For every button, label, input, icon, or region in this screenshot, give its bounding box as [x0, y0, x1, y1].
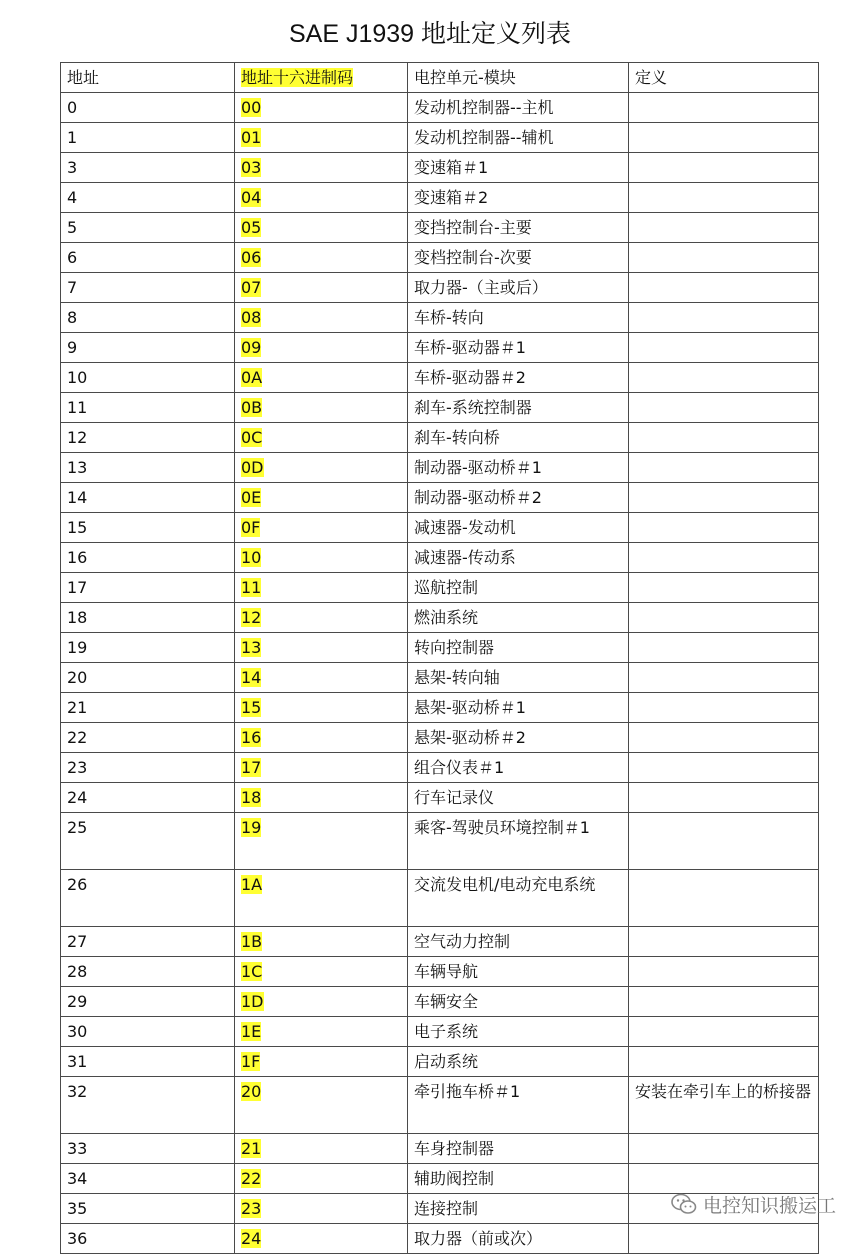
module-cell	[408, 927, 629, 957]
address-cell-text: 7	[67, 278, 78, 297]
address-cell	[61, 333, 235, 363]
hex-code-cell	[235, 723, 408, 753]
address-cell-text: 17	[67, 578, 88, 597]
hex-code-cell	[235, 483, 408, 513]
module-cell	[408, 663, 629, 693]
table-row	[61, 483, 819, 513]
hex-code-cell-text: 10	[241, 548, 262, 567]
definition-cell	[629, 123, 819, 153]
hex-code-cell-text: 1F	[241, 1052, 261, 1071]
module-cell	[408, 273, 629, 303]
module-cell	[408, 1224, 629, 1254]
hex-code-cell	[235, 573, 408, 603]
module-cell	[408, 1017, 629, 1047]
module-cell	[408, 513, 629, 543]
hex-code-cell-text: 04	[241, 188, 262, 207]
hex-code-cell	[235, 453, 408, 483]
module-cell	[408, 483, 629, 513]
table-row	[61, 363, 819, 393]
table-row	[61, 870, 819, 927]
address-cell-text: 8	[67, 308, 78, 327]
module-cell	[408, 123, 629, 153]
hex-code-cell-text: 0D	[241, 458, 264, 477]
hex-code-cell	[235, 1224, 408, 1254]
header-module: 电控单元-模块	[408, 63, 629, 93]
module-cell	[408, 693, 629, 723]
header-hex-code-label: 地址十六进制码	[241, 68, 354, 87]
hex-code-cell	[235, 123, 408, 153]
definition-cell	[629, 783, 819, 813]
hex-code-cell-text: 0F	[241, 518, 261, 537]
module-cell	[408, 957, 629, 987]
definition-cell	[629, 813, 819, 870]
module-cell	[408, 213, 629, 243]
address-cell	[61, 603, 235, 633]
document-title: SAE J1939 地址定义列表	[288, 20, 572, 48]
hex-code-cell-text: 14	[241, 668, 262, 687]
hex-code-cell-text: 0E	[241, 488, 262, 507]
module-cell-text: 刹车-系统控制器	[414, 398, 532, 417]
module-cell-text: 变速箱＃1	[414, 158, 489, 177]
module-cell-text: 组合仪表＃1	[414, 758, 505, 777]
hex-code-cell	[235, 513, 408, 543]
hex-code-cell-text: 1A	[241, 875, 263, 894]
table-row	[61, 633, 819, 663]
address-cell	[61, 423, 235, 453]
module-cell-text: 变档控制台-次要	[414, 248, 532, 267]
module-cell-text: 取力器-（主或后）	[414, 278, 548, 297]
hex-code-cell-text: 22	[241, 1169, 262, 1188]
module-cell	[408, 813, 629, 870]
address-cell-text: 14	[67, 488, 88, 507]
module-cell	[408, 723, 629, 753]
hex-code-cell-text: 1D	[241, 992, 264, 1011]
definition-cell	[629, 870, 819, 927]
header-address: 地址	[61, 63, 235, 93]
hex-code-cell	[235, 213, 408, 243]
address-cell	[61, 957, 235, 987]
address-cell	[61, 573, 235, 603]
table-row	[61, 1077, 819, 1134]
address-cell-text: 9	[67, 338, 78, 357]
module-cell-text: 刹车-转向桥	[414, 428, 500, 447]
module-cell	[408, 783, 629, 813]
table-row	[61, 423, 819, 453]
module-cell-text: 车辆导航	[414, 962, 479, 981]
definition-cell	[629, 153, 819, 183]
table-row	[61, 927, 819, 957]
table-body	[61, 63, 819, 1254]
hex-code-cell-text: 21	[241, 1139, 262, 1158]
table-row	[61, 273, 819, 303]
module-cell-text: 乘客-驾驶员环境控制＃1	[414, 818, 590, 837]
address-cell-text: 4	[67, 188, 78, 207]
address-cell	[61, 1077, 235, 1134]
module-cell	[408, 93, 629, 123]
address-cell-text: 26	[67, 875, 88, 894]
module-cell	[408, 243, 629, 273]
address-cell-text: 30	[67, 1022, 88, 1041]
hex-code-cell	[235, 957, 408, 987]
module-cell-text: 发动机控制器--辅机	[414, 128, 554, 147]
address-table	[60, 62, 819, 1254]
hex-code-cell-text: 17	[241, 758, 262, 777]
address-cell	[61, 153, 235, 183]
module-cell	[408, 573, 629, 603]
hex-code-cell-text: 03	[241, 158, 262, 177]
table-row	[61, 603, 819, 633]
definition-cell	[629, 693, 819, 723]
hex-code-cell-text: 19	[241, 818, 262, 837]
hex-code-cell	[235, 1194, 408, 1224]
watermark	[671, 1190, 836, 1218]
definition-cell	[629, 513, 819, 543]
definition-cell	[629, 213, 819, 243]
hex-code-cell-text: 18	[241, 788, 262, 807]
hex-code-cell	[235, 693, 408, 723]
definition-cell	[629, 273, 819, 303]
definition-cell	[629, 987, 819, 1017]
hex-code-cell	[235, 243, 408, 273]
table-row	[61, 1134, 819, 1164]
table-row	[61, 663, 819, 693]
address-cell-text: 3	[67, 158, 78, 177]
address-cell	[61, 987, 235, 1017]
address-cell-text: 16	[67, 548, 88, 567]
module-cell-text: 悬架-驱动桥＃2	[414, 728, 526, 747]
address-cell	[61, 813, 235, 870]
hex-code-cell-text: 20	[241, 1082, 262, 1101]
hex-code-cell	[235, 1134, 408, 1164]
hex-code-cell-text: 1B	[241, 932, 263, 951]
module-cell-text: 取力器（前或次）	[414, 1229, 543, 1248]
address-cell	[61, 693, 235, 723]
wechat-icon	[671, 1193, 697, 1215]
definition-cell	[629, 243, 819, 273]
address-cell	[61, 513, 235, 543]
address-cell-text: 25	[67, 818, 88, 837]
module-cell-text: 制动器-驱动桥＃2	[414, 488, 542, 507]
module-cell-text: 车辆安全	[414, 992, 479, 1011]
module-cell	[408, 393, 629, 423]
table-row	[61, 333, 819, 363]
hex-code-cell	[235, 273, 408, 303]
definition-cell	[629, 957, 819, 987]
module-cell-text: 电子系统	[414, 1022, 479, 1041]
table-row	[61, 1164, 819, 1194]
header-definition: 定义	[629, 63, 819, 93]
module-cell-text: 巡航控制	[414, 578, 479, 597]
address-cell	[61, 633, 235, 663]
hex-code-cell	[235, 543, 408, 573]
module-cell-text: 变挡控制台-主要	[414, 218, 532, 237]
hex-code-cell	[235, 1077, 408, 1134]
hex-code-cell	[235, 153, 408, 183]
module-cell-text: 转向控制器	[414, 638, 495, 657]
address-cell-text: 35	[67, 1199, 88, 1218]
hex-code-cell-text: 16	[241, 728, 262, 747]
module-cell-text: 辅助阀控制	[414, 1169, 495, 1188]
address-cell-text: 21	[67, 698, 88, 717]
hex-code-cell	[235, 423, 408, 453]
module-cell-text: 车身控制器	[414, 1139, 495, 1158]
module-cell	[408, 1047, 629, 1077]
module-cell	[408, 870, 629, 927]
table-row	[61, 453, 819, 483]
module-cell-text: 悬架-转向轴	[414, 668, 500, 687]
address-cell	[61, 1194, 235, 1224]
hex-code-cell	[235, 183, 408, 213]
module-cell-text: 变速箱＃2	[414, 188, 489, 207]
address-cell	[61, 183, 235, 213]
hex-code-cell	[235, 1164, 408, 1194]
definition-cell	[629, 663, 819, 693]
header-hex-code	[235, 63, 408, 93]
module-cell	[408, 987, 629, 1017]
hex-code-cell-text: 05	[241, 218, 262, 237]
module-cell	[408, 633, 629, 663]
table-row	[61, 123, 819, 153]
address-cell	[61, 453, 235, 483]
watermark-text: 电控知识搬运工	[702, 1194, 836, 1217]
hex-code-cell-text: 0C	[241, 428, 263, 447]
module-cell-text: 制动器-驱动桥＃1	[414, 458, 542, 477]
hex-code-cell	[235, 927, 408, 957]
definition-cell	[629, 333, 819, 363]
module-cell-text: 悬架-驱动桥＃1	[414, 698, 526, 717]
address-cell	[61, 243, 235, 273]
module-cell-text: 减速器-传动系	[414, 548, 516, 567]
definition-cell	[629, 1224, 819, 1254]
table-row	[61, 543, 819, 573]
module-cell-text: 车桥-驱动器＃2	[414, 368, 526, 387]
definition-cell	[629, 633, 819, 663]
table-row	[61, 573, 819, 603]
table-row	[61, 303, 819, 333]
address-cell-text: 13	[67, 458, 88, 477]
hex-code-cell-text: 08	[241, 308, 262, 327]
address-cell	[61, 1134, 235, 1164]
address-cell	[61, 393, 235, 423]
address-cell	[61, 1164, 235, 1194]
hex-code-cell-text: 23	[241, 1199, 262, 1218]
table-row	[61, 393, 819, 423]
table-row	[61, 213, 819, 243]
hex-code-cell	[235, 393, 408, 423]
hex-code-cell-text: 01	[241, 128, 262, 147]
module-cell	[408, 543, 629, 573]
table-row	[61, 723, 819, 753]
address-cell	[61, 483, 235, 513]
hex-code-cell	[235, 363, 408, 393]
address-cell-text: 31	[67, 1052, 88, 1071]
address-cell	[61, 303, 235, 333]
address-cell	[61, 723, 235, 753]
table-row	[61, 1047, 819, 1077]
address-cell	[61, 783, 235, 813]
hex-code-cell	[235, 1017, 408, 1047]
definition-cell	[629, 1047, 819, 1077]
table-row	[61, 693, 819, 723]
module-cell	[408, 753, 629, 783]
address-cell	[61, 753, 235, 783]
address-cell	[61, 363, 235, 393]
hex-code-cell	[235, 870, 408, 927]
module-cell-text: 空气动力控制	[414, 932, 511, 951]
hex-code-cell-text: 1C	[241, 962, 263, 981]
table-row	[61, 513, 819, 543]
address-cell	[61, 543, 235, 573]
address-cell	[61, 273, 235, 303]
address-cell	[61, 1017, 235, 1047]
address-cell-text: 19	[67, 638, 88, 657]
hex-code-cell	[235, 987, 408, 1017]
address-cell-text: 0	[67, 98, 78, 117]
table-row	[61, 1017, 819, 1047]
address-cell-text: 1	[67, 128, 78, 147]
hex-code-cell	[235, 813, 408, 870]
hex-code-cell-text: 00	[241, 98, 262, 117]
definition-cell	[629, 423, 819, 453]
address-cell	[61, 663, 235, 693]
address-cell	[61, 93, 235, 123]
definition-cell	[629, 393, 819, 423]
definition-cell	[629, 93, 819, 123]
address-cell	[61, 123, 235, 153]
module-cell	[408, 153, 629, 183]
hex-code-cell	[235, 633, 408, 663]
definition-cell	[629, 753, 819, 783]
module-cell-text: 发动机控制器--主机	[414, 98, 554, 117]
table-row	[61, 783, 819, 813]
module-cell	[408, 453, 629, 483]
hex-code-cell-text: 12	[241, 608, 262, 627]
table-row	[61, 1224, 819, 1254]
definition-cell	[629, 723, 819, 753]
module-cell-text: 行车记录仪	[414, 788, 495, 807]
module-cell	[408, 183, 629, 213]
hex-code-cell-text: 0A	[241, 368, 263, 387]
module-cell-text: 车桥-转向	[414, 308, 484, 327]
module-cell-text: 牵引拖车桥＃1	[414, 1082, 521, 1101]
table-row	[61, 813, 819, 870]
table-row	[61, 987, 819, 1017]
module-cell	[408, 303, 629, 333]
address-cell-text: 29	[67, 992, 88, 1011]
hex-code-cell	[235, 1047, 408, 1077]
hex-code-cell-text: 09	[241, 338, 262, 357]
address-cell	[61, 1047, 235, 1077]
hex-code-cell-text: 13	[241, 638, 262, 657]
hex-code-cell-text: 24	[241, 1229, 262, 1248]
address-cell	[61, 927, 235, 957]
definition-cell	[629, 303, 819, 333]
address-cell-text: 15	[67, 518, 88, 537]
definition-cell	[629, 453, 819, 483]
module-cell	[408, 1164, 629, 1194]
address-cell-text: 12	[67, 428, 88, 447]
address-cell-text: 23	[67, 758, 88, 777]
definition-cell	[629, 1077, 819, 1134]
table-row	[61, 243, 819, 273]
definition-cell	[629, 363, 819, 393]
definition-cell-text: 安装在牵引车上的桥接器	[635, 1082, 812, 1101]
module-cell	[408, 333, 629, 363]
module-cell-text: 车桥-驱动器＃1	[414, 338, 526, 357]
definition-cell	[629, 483, 819, 513]
definition-cell	[629, 573, 819, 603]
hex-code-cell	[235, 303, 408, 333]
address-cell-text: 6	[67, 248, 78, 267]
address-cell-text: 28	[67, 962, 88, 981]
module-cell	[408, 1194, 629, 1224]
hex-code-cell-text: 11	[241, 578, 262, 597]
module-cell	[408, 1134, 629, 1164]
address-cell	[61, 213, 235, 243]
hex-code-cell-text: 07	[241, 278, 262, 297]
table-row	[61, 183, 819, 213]
address-cell-text: 24	[67, 788, 88, 807]
module-cell-text: 连接控制	[414, 1199, 479, 1218]
hex-code-cell	[235, 663, 408, 693]
definition-cell	[629, 543, 819, 573]
address-cell-text: 20	[67, 668, 88, 687]
table-header-row	[61, 63, 819, 93]
address-cell-text: 27	[67, 932, 88, 951]
module-cell-text: 减速器-发动机	[414, 518, 516, 537]
module-cell	[408, 603, 629, 633]
address-cell	[61, 1224, 235, 1254]
address-cell-text: 36	[67, 1229, 88, 1248]
hex-code-cell-text: 15	[241, 698, 262, 717]
definition-cell	[629, 183, 819, 213]
definition-cell	[629, 1164, 819, 1194]
hex-code-cell-text: 1E	[241, 1022, 262, 1041]
hex-code-cell	[235, 783, 408, 813]
definition-cell	[629, 1017, 819, 1047]
address-cell-text: 5	[67, 218, 78, 237]
hex-code-cell	[235, 603, 408, 633]
module-cell-text: 启动系统	[414, 1052, 479, 1071]
address-cell-text: 18	[67, 608, 88, 627]
definition-cell	[629, 603, 819, 633]
hex-code-cell-text: 06	[241, 248, 262, 267]
address-cell-text: 33	[67, 1139, 88, 1158]
module-cell-text: 交流发电机/电动充电系统	[414, 875, 596, 894]
address-cell-text: 22	[67, 728, 88, 747]
module-cell	[408, 363, 629, 393]
module-cell-text: 燃油系统	[414, 608, 479, 627]
address-cell-text: 34	[67, 1169, 88, 1188]
hex-code-cell-text: 0B	[241, 398, 263, 417]
address-cell	[61, 870, 235, 927]
table-row	[61, 753, 819, 783]
module-cell	[408, 423, 629, 453]
module-cell	[408, 1077, 629, 1134]
hex-code-cell	[235, 333, 408, 363]
definition-cell	[629, 1134, 819, 1164]
definition-cell	[629, 927, 819, 957]
address-cell-text: 32	[67, 1082, 88, 1101]
hex-code-cell	[235, 93, 408, 123]
table-row	[61, 957, 819, 987]
hex-code-cell	[235, 753, 408, 783]
address-cell-text: 11	[67, 398, 88, 417]
table-row	[61, 153, 819, 183]
address-cell-text: 10	[67, 368, 88, 387]
table-row	[61, 93, 819, 123]
